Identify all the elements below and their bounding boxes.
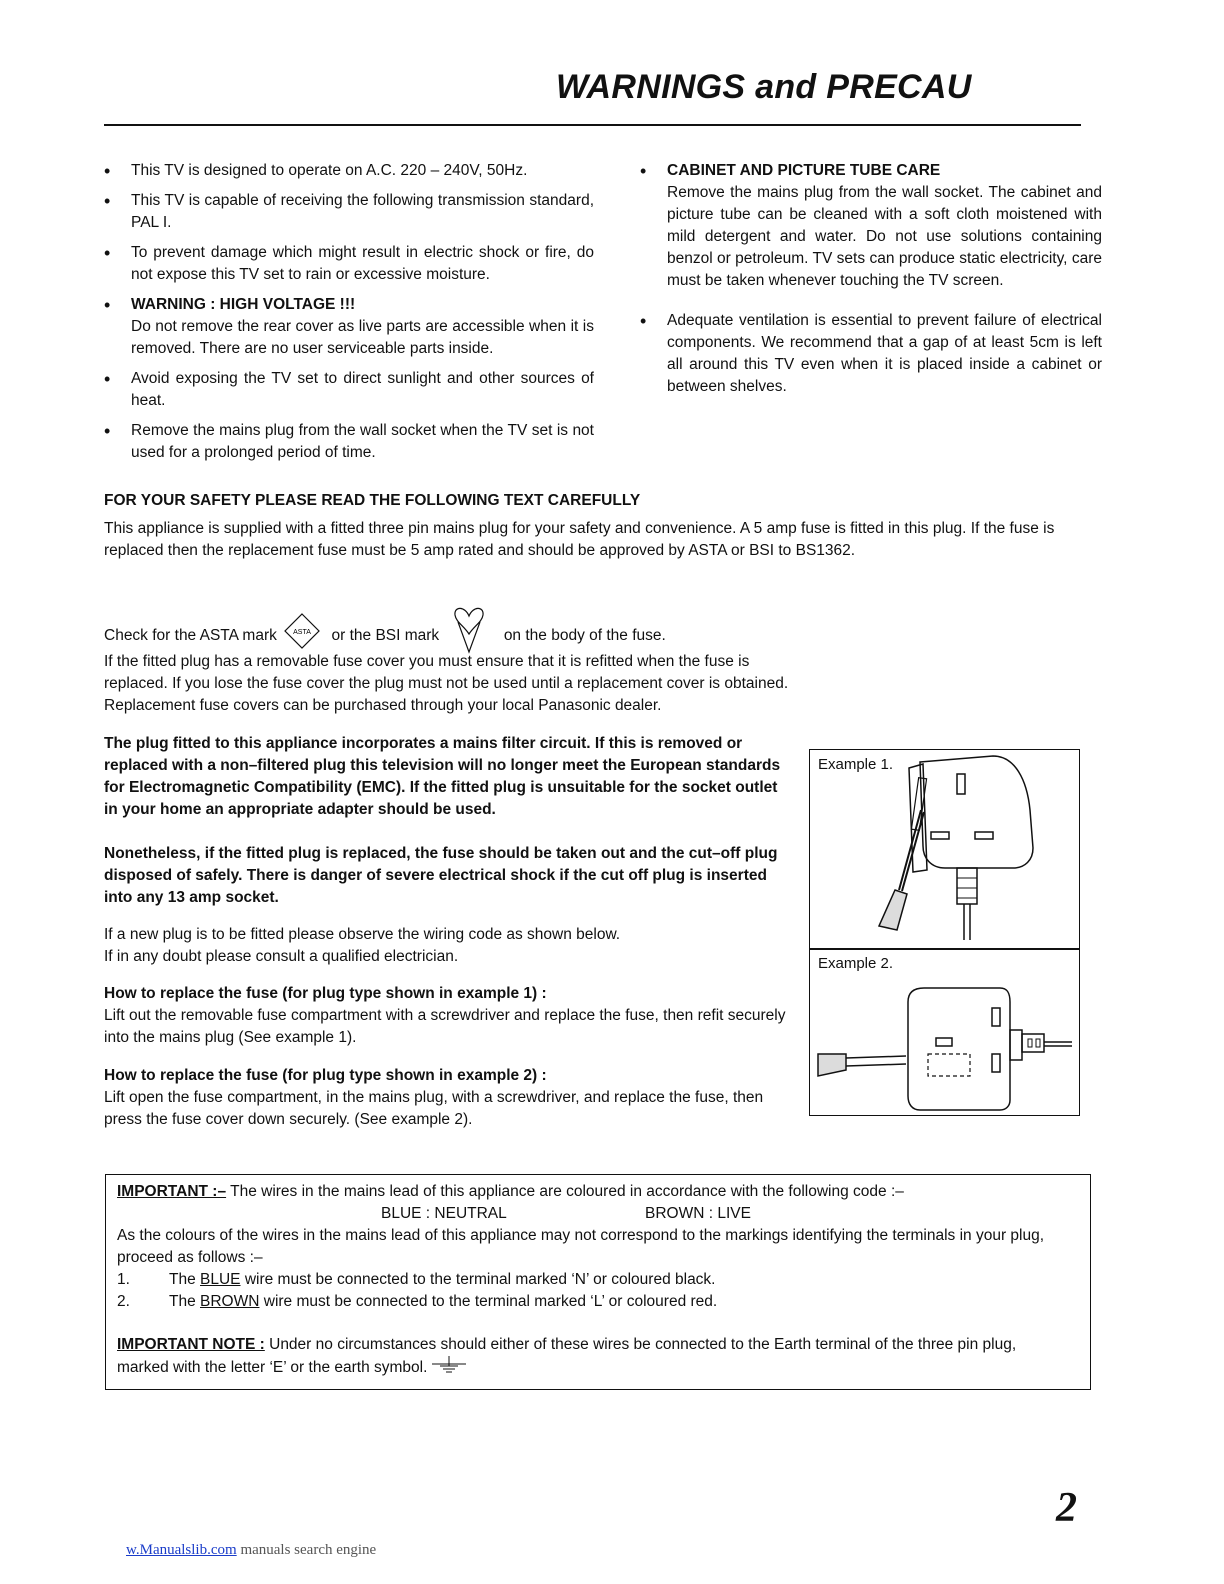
instruction-pre: The [169,1271,201,1288]
new-plug-paragraph [104,924,794,968]
instruction-1 [117,1269,1090,1291]
important-label: IMPORTANT :– [117,1183,227,1200]
as-colours-line: As the colours of the wires in the mains lead of this appliance may not correspond to the markings identifying the terminals in your plug, [117,1227,1045,1244]
wire-colour-blue: BLUE [200,1271,241,1288]
bullet-high-voltage [104,294,594,360]
bullet-text: Do not remove the rear cover as live parts are accessible when it is removed. There are no user serviceable parts inside. [131,318,594,357]
new-plug-line-2: If in any doubt please consult a qualified electrician. [104,948,459,965]
bullet-voltage [104,160,594,182]
footer [126,1542,376,1559]
important-note-text: Under no circumstances should either of these wires be connected to the Earth terminal of the three pin plug, [264,1336,1017,1353]
examples-figure [809,749,1080,1116]
important-intro-text: The wires in the mains lead of this appliance are coloured in accordance with the following code :– [226,1183,904,1200]
bullet-text: To prevent damage which might result in electric shock or fire, do not expose this TV set to rain or excessive moisture. [131,244,594,283]
bullet-sunlight [104,368,594,412]
plug-example-1-illustration [865,750,1075,946]
bullet-text: Avoid exposing the TV set to direct sunlight and other sources of heat. [131,370,594,409]
how2-heading: How to replace the fuse (for plug type shown in example 2) : [104,1067,547,1084]
how2-text: Lift open the fuse compartment, in the mains plug, with a screwdriver, and replace the fuse, then press the fuse cover down securely. (See example 2). [104,1089,764,1128]
bullet-heading: • CABINET AND PICTURE TUBE CARE [667,162,941,179]
bullet-text: Adequate ventilation is essential to prevent failure of electrical components. We recommend that a gap of at least 5cm is left all around this TV even when it is placed inside a cabinet or between shelves. [667,312,1102,395]
nonetheless-paragraph: Nonetheless, if the fitted plug is replaced, the fuse should be taken out and the cut–off plug disposed of safely. There is danger of severe electrical shock if the cut off plug is inserted into any 13 amp socket. [104,845,778,906]
check-suffix: on the body of the fuse. [503,627,666,644]
safety-heading: FOR YOUR SAFETY PLEASE READ THE FOLLOWING TEXT CAREFULLY [104,492,641,509]
fuse-cover-paragraph: If the fitted plug has a removable fuse cover you must ensure that it is refitted when the fuse is replaced. If you lose the fuse cover the plug must not be used until a replacement cover is obtained. Replacement fuse covers can be purchased through your local Panasonic dealer. [104,653,789,714]
bullet-moisture [104,242,594,286]
proceed-line: proceed as follows :– [117,1249,263,1266]
bullet-transmission [104,190,594,234]
supplied-paragraph: This appliance is supplied with a fitted three pin mains plug for your safety and convenience. A 5 amp fuse is fitted in this plug. If the fuse is replaced then the replacement fuse must be 5 amp rated and should be approved by ASTA or BSI to BS1362. [104,520,1055,559]
bullet-text: Remove the mains plug from the wall socket when the TV set is not used for a prolonged period of time. [131,422,594,461]
svg-text:ASTA: ASTA [293,629,312,636]
brown-code: BROWN : LIVE [645,1205,751,1222]
bullet-ventilation [640,310,1102,398]
important-intro [117,1181,1090,1203]
important-note [117,1334,1090,1356]
bullet-text: This TV is designed to operate on A.C. 220 – 240V, 50Hz. [131,162,528,179]
instruction-number: 1. [117,1271,130,1288]
new-plug-line-1: If a new plug is to be fitted please observe the wiring code as shown below. [104,926,621,943]
plug-example-2-illustration [810,982,1080,1114]
how1-text: Lift out the removable fuse compartment with a screwdriver and replace the fuse, then refit securely into the mains plug (See example 1). [104,1007,786,1046]
important-box [105,1174,1091,1390]
colour-code-row [117,1203,1090,1225]
important-note-label: IMPORTANT NOTE : [117,1336,265,1353]
how-to-replace-1 [104,983,804,1049]
bullet-unplug [104,420,594,464]
how-to-replace-2 [104,1065,804,1131]
title-rule [104,124,1081,126]
filter-paragraph: The plug fitted to this appliance incorporates a mains filter circuit. If this is removed or replaced with a non–filtered plug this television will no longer meet the European standards for Electromagnetic Compatibility (EMC). If the fitted plug is unsuitable for the socket outlet in your home an appropriate adapter should be used. [104,735,781,818]
right-column [640,160,1102,398]
bullet-text: Remove the mains plug from the wall socket. The cabinet and picture tube can be cleaned with a soft cloth moistened with mild detergent and water. Do not use solutions containing benzol or petroleum. TV sets can produce static electricity, care must be taken whenever touching the TV screen. [667,184,1102,289]
important-note-line-2 [117,1356,1090,1379]
instruction-2 [117,1291,1090,1313]
how1-heading: How to replace the fuse (for plug type shown in example 1) : [104,985,547,1002]
blue-code: BLUE : NEUTRAL [381,1205,507,1222]
earth-symbol-icon [432,1359,466,1376]
page-number: 2 [1056,1485,1077,1531]
bullet-heading: • WARNING : HIGH VOLTAGE !!! [131,296,356,313]
bullet-text: This TV is capable of receiving the following transmission standard, PAL I. [131,192,594,231]
instruction-number: 2. [117,1293,130,1310]
check-middle: or the BSI mark [331,627,440,644]
example-divider [810,948,1079,950]
example-2-label: Example 2. [818,955,894,972]
example-1-label: Example 1. [818,756,894,773]
instruction-post: wire must be connected to the terminal marked ‘N’ or coloured black. [240,1271,716,1288]
page-title: WARNINGS and PRECAU [556,68,972,106]
footer-link[interactable]: w.Manualslib.com [126,1542,237,1558]
left-column [104,160,594,464]
instruction-post: wire must be connected to the terminal marked ‘L’ or coloured red. [259,1293,718,1310]
footer-text: manuals search engine [236,1542,377,1558]
important-note-text-2: marked with the letter ‘E’ or the earth symbol. [117,1359,428,1376]
instruction-pre: The [169,1293,201,1310]
bullet-cabinet-care [640,160,1102,292]
wire-colour-brown: BROWN [200,1293,260,1310]
check-prefix: Check for the ASTA mark [104,627,277,644]
